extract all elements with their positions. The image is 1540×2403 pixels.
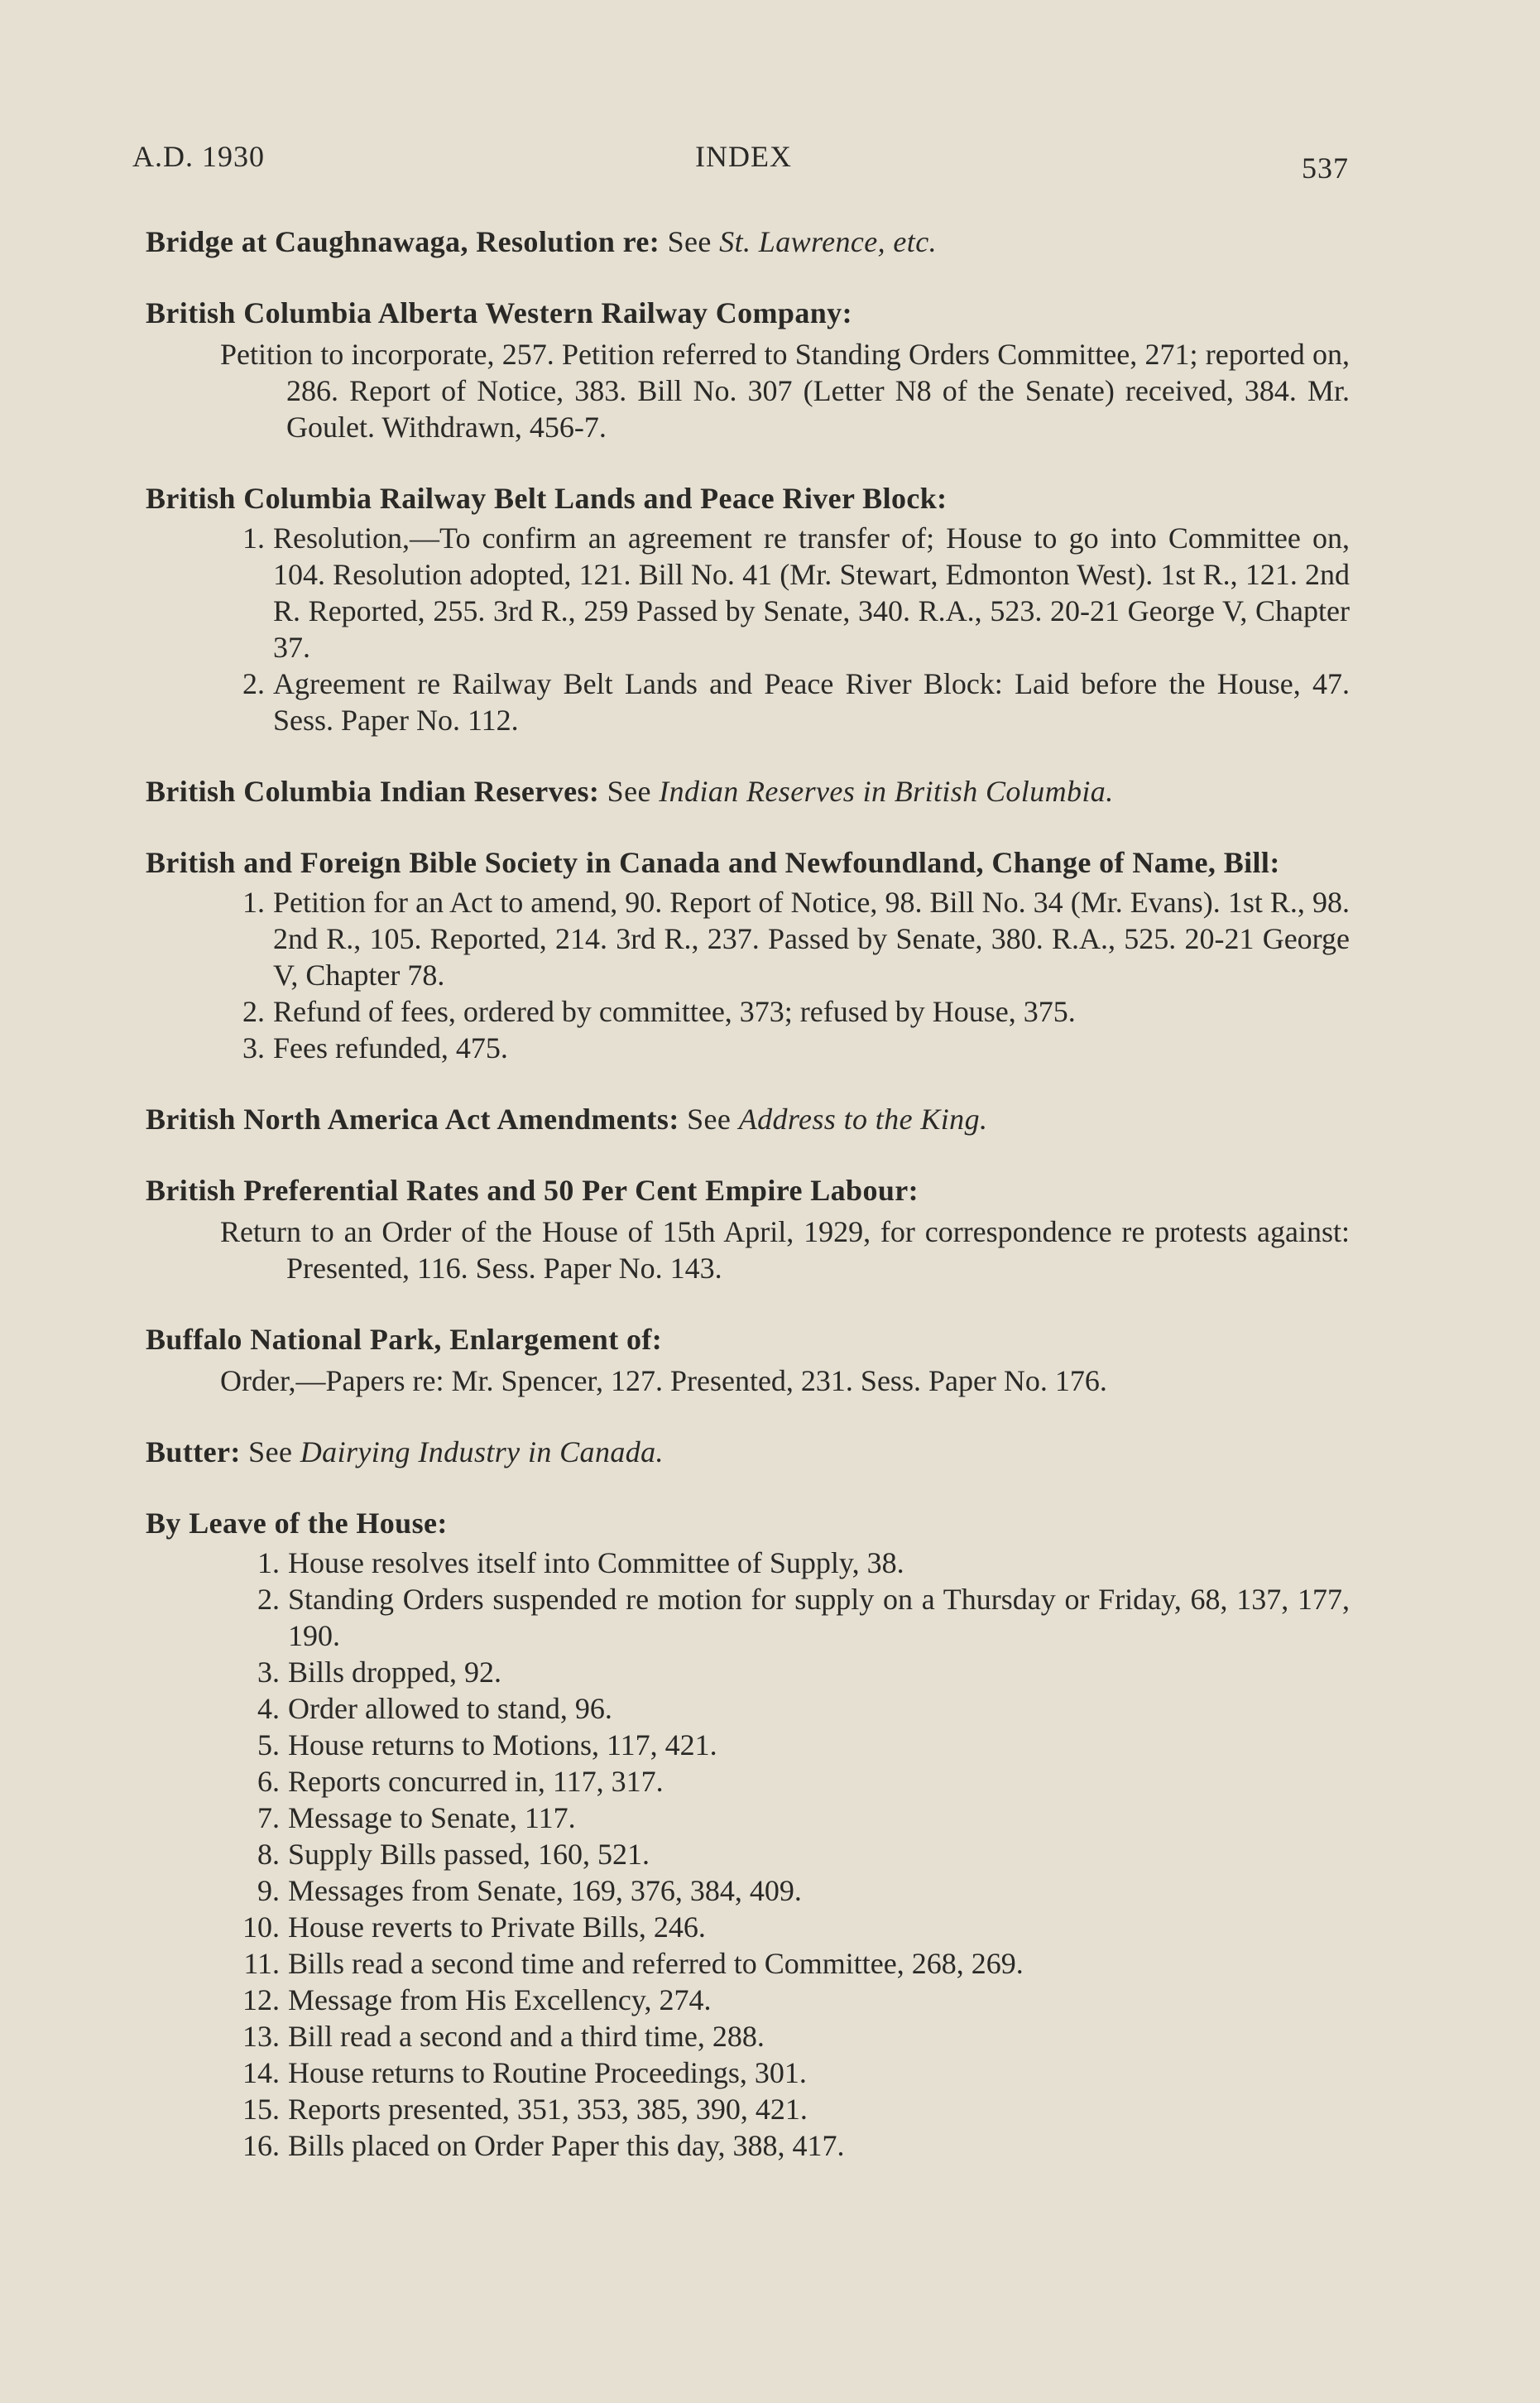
see-prefix: See bbox=[667, 225, 712, 258]
list-item: 12. Message from His Excellency, 274. bbox=[242, 1983, 712, 2016]
list-item: 11. Bills read a second time and referred to Committee, 268, 269. bbox=[243, 1947, 1024, 1980]
index-entry bbox=[146, 1172, 1350, 1286]
entry-heading: Bridge at Caughnawaga, Resolution re: bbox=[146, 225, 660, 258]
see-reference: Dairying Industry in Canada. bbox=[300, 1435, 664, 1468]
list-item: 6. Reports concurred in, 117, 317. bbox=[257, 1765, 664, 1798]
entry-heading: British Columbia Railway Belt Lands and Peace River Block: bbox=[146, 482, 948, 515]
list-item: 14. House returns to Routine Proceedings, 301. bbox=[242, 2056, 807, 2089]
list-item: 2. Refund of fees, ordered by committee, 373; refused by House, 375. bbox=[242, 995, 1076, 1028]
list-item: 3. Bills dropped, 92. bbox=[257, 1656, 501, 1689]
entry-heading: British Columbia Alberta Western Railway Company: bbox=[146, 296, 852, 329]
list-item: 1. Resolution,—To confirm an agreement re transfer of; House to go into Committee on, 104. Resolution adopted, 121. Bill No. 41 (Mr. Stewart, Edmonton West). 1st R., 121. 2nd R. Reported, 255. 3rd R., 259 Passed by Senate, 340. R.A., 523. 20-21 George V, Chapter 37. bbox=[242, 521, 1350, 664]
index-entry bbox=[146, 295, 1350, 445]
entry-heading: British Columbia Indian Reserves: bbox=[146, 775, 600, 808]
entry-text: Order,—Papers re: Mr. Spencer, 127. Presented, 231. Sess. Paper No. 176. bbox=[220, 1364, 1107, 1397]
page-number: 537 bbox=[1302, 151, 1349, 185]
entry-text: Return to an Order of the House of 15th April, 1929, for correspondence re protests against: Presented, 116. Sess. Paper No. 143. bbox=[220, 1215, 1350, 1285]
see-prefix: See bbox=[248, 1435, 293, 1468]
list-item: 4. Order allowed to stand, 96. bbox=[257, 1692, 612, 1725]
see-reference: Indian Reserves in British Columbia. bbox=[659, 775, 1114, 808]
list-item: 1. House resolves itself into Committee of Supply, 38. bbox=[257, 1546, 904, 1579]
entry-items bbox=[146, 884, 1350, 1066]
list-item: 15. Reports presented, 351, 353, 385, 390, 421. bbox=[242, 2093, 808, 2126]
index-entry bbox=[146, 1101, 1350, 1137]
list-item: 3. Fees refunded, 475. bbox=[242, 1031, 508, 1065]
see-reference: Address to the King. bbox=[738, 1103, 988, 1136]
index-entry bbox=[146, 223, 1350, 260]
list-item: 2. Agreement re Railway Belt Lands and Peace River Block: Laid before the House, 47. Sess. Paper No. 112. bbox=[242, 667, 1350, 737]
list-item: 1. Petition for an Act to amend, 90. Report of Notice, 98. Bill No. 34 (Mr. Evans). 1st R., 98. 2nd R., 105. Reported, 214. 3rd R., 237. Passed by Senate, 380. R.A., 525. 20-21 George V, Chapter 78. bbox=[242, 886, 1350, 992]
list-item: 7. Message to Senate, 117. bbox=[257, 1801, 576, 1834]
index-entry bbox=[146, 1434, 1350, 1470]
entry-text: Petition to incorporate, 257. Petition referred to Standing Orders Committee, 271; reported on, 286. Report of Notice, 383. Bill No. 307 (Letter N8 of the Senate) received, 384. Mr. Goulet. Withdrawn, 456-7. bbox=[220, 338, 1350, 444]
entry-heading: British North America Act Amendments: bbox=[146, 1103, 679, 1136]
list-item: 8. Supply Bills passed, 160, 521. bbox=[257, 1838, 650, 1871]
see-prefix: See bbox=[687, 1103, 732, 1136]
index-entry bbox=[146, 1505, 1350, 2164]
entry-items bbox=[146, 520, 1350, 738]
see-reference: St. Lawrence, etc. bbox=[719, 225, 937, 258]
entry-heading: By Leave of the House: bbox=[146, 1507, 448, 1540]
header-title: INDEX bbox=[695, 140, 792, 173]
list-item: 9. Messages from Senate, 169, 376, 384, 409. bbox=[257, 1874, 802, 1907]
header-year: A.D. 1930 bbox=[132, 140, 265, 173]
index-entry bbox=[146, 844, 1350, 1066]
list-item: 10. House reverts to Private Bills, 246. bbox=[242, 1910, 706, 1944]
entry-items bbox=[146, 1545, 1350, 2164]
see-prefix: See bbox=[607, 775, 651, 808]
list-item: 5. House returns to Motions, 117, 421. bbox=[257, 1728, 717, 1761]
entry-heading: British Preferential Rates and 50 Per Cent Empire Labour: bbox=[146, 1174, 919, 1207]
index-entry bbox=[146, 773, 1350, 810]
index-entry bbox=[146, 1321, 1350, 1399]
entry-heading: Buffalo National Park, Enlargement of: bbox=[146, 1323, 663, 1356]
index-entry bbox=[146, 480, 1350, 738]
index-content bbox=[146, 223, 1350, 2199]
entry-heading: Butter: bbox=[146, 1435, 241, 1468]
list-item: 13. Bill read a second and a third time, 288. bbox=[242, 2020, 765, 2053]
list-item: 16. Bills placed on Order Paper this day, 388, 417. bbox=[242, 2129, 845, 2162]
entry-heading: British and Foreign Bible Society in Canada and Newfoundland, Change of Name, Bill: bbox=[146, 846, 1280, 879]
list-item: 2. Standing Orders suspended re motion for supply on a Thursday or Friday, 68, 137, 177, 190. bbox=[257, 1583, 1350, 1652]
